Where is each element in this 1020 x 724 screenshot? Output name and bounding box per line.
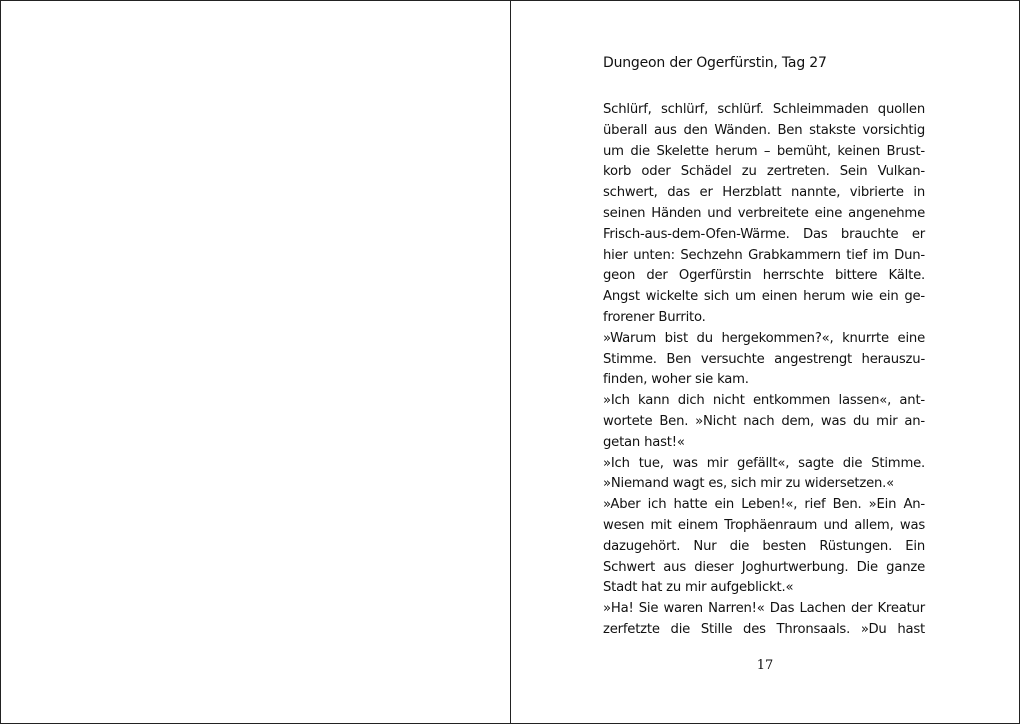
text-line: Angst wickelte sich um einen herum wie ein ge-	[603, 289, 925, 305]
text-line: Schlürf, schlürf, schlürf. Schleimmaden quollen	[603, 102, 925, 117]
text-line: »Ha! Sie waren Narren!« Das Lachen der Kreatur	[603, 601, 925, 617]
text-line: um die Skelette herum – bemüht, keinen Brust-	[603, 143, 925, 159]
page-content	[603, 53, 925, 641]
chapter-heading: Dungeon der Ogerfürstin, Tag 27	[603, 55, 827, 71]
text-line: seinen Händen und verbreitete eine angenehme	[603, 205, 925, 221]
text-line: getan hast!«	[603, 434, 685, 450]
right-page	[511, 1, 1019, 723]
page-number: 17	[756, 658, 774, 673]
text-line: Stimme. Ben versuchte angestrengt herauszu-	[603, 351, 925, 367]
text-line: hier unten: Sechzehn Grabkammern tief im Dun-	[603, 247, 925, 263]
text-line: »Ich tue, was mir gefällt«, sagte die Stimme.	[603, 455, 925, 471]
body-text	[603, 100, 925, 641]
text-line: wortete Ben. »Nicht nach dem, was du mir an-	[603, 413, 925, 429]
text-line: Stadt hat zu mir aufgeblickt.«	[603, 580, 794, 596]
text-line: »Warum bist du hergekommen?«, knurrte eine	[603, 330, 925, 346]
text-line: Schwert aus dieser Joghurtwerbung. Die ganze	[603, 559, 925, 575]
text-line: »Niemand wagt es, sich mir zu widersetzen.«	[603, 476, 895, 492]
text-line: »Aber ich hatte ein Leben!«, rief Ben. »Ein An-	[603, 497, 925, 513]
text-line: dazugehört. Nur die besten Rüstungen. Ein	[603, 538, 925, 554]
text-line: frorener Burrito.	[603, 309, 706, 325]
text-line: Frisch-aus-dem-Ofen-Wärme. Das brauchte er	[603, 226, 925, 242]
text-line: finden, woher sie kam.	[603, 372, 749, 388]
left-page	[1, 1, 511, 723]
text-line: überall aus den Wänden. Ben stakste vorsichtig	[603, 122, 925, 138]
text-line: geon der Ogerfürstin herrschte bittere Kälte.	[603, 268, 925, 284]
text-line: wesen mit einem Trophäenraum und allem, was	[603, 517, 925, 533]
text-line: zerfetzte die Stille des Thronsaals. »Du hast	[603, 621, 925, 637]
text-line: »Ich kann dich nicht entkommen lassen«, ant-	[603, 393, 925, 409]
text-line: korb oder Schädel zu zertreten. Sein Vulkan-	[603, 164, 925, 180]
text-line: schwert, das er Herzblatt nannte, vibrierte in	[603, 185, 925, 201]
